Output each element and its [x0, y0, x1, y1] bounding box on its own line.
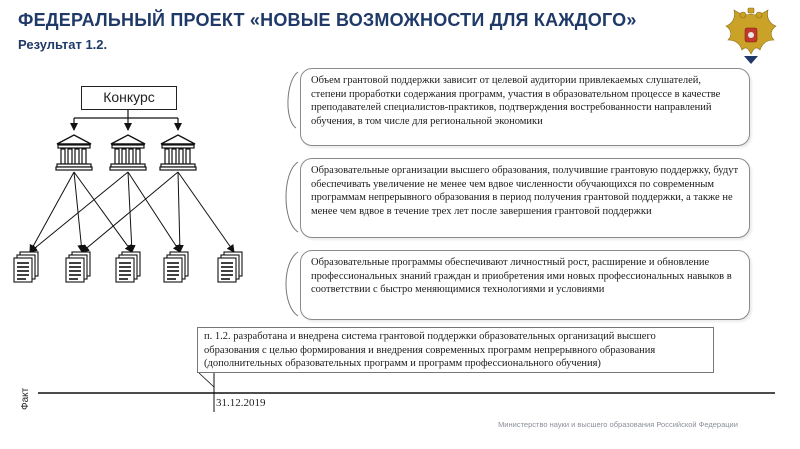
- page-title: ФЕДЕРАЛЬНЫЙ ПРОЕКТ «НОВЫЕ ВОЗМОЖНОСТИ ДЛЯ КАЖДОГО»: [18, 10, 637, 30]
- document-icon: [14, 252, 38, 282]
- page-subtitle: Результат 1.2.: [18, 37, 108, 52]
- info-box-text: Объем грантовой поддержки зависит от целевой аудитории привлекаемых слушателей, степени проработки содержания программ, участия в образовательном процессе в качестве преподавателей специалистов-практиков, подтверждения востребованности направлений обучения, в том числе для региональной экономики: [311, 75, 721, 127]
- info-box-text: Образовательные программы обеспечивают личностный рост, расширение и обновление профессиональных знаний граждан и приобретения ими новых профессиональных навыков в соответствии с быстро меняющимися технологиями и условиями: [311, 257, 732, 295]
- document-icon: [66, 252, 90, 282]
- info-box-grant-volume: [300, 68, 750, 146]
- institution-icon: [110, 135, 146, 170]
- document-icon: [116, 252, 140, 282]
- timeline-axis-label: Факт: [20, 387, 31, 410]
- result-box: п. 1.2. разработана и внедрена система грантовой поддержки образовательных организаций высшего образования с целью формирования и внедрения современных программ непрерывного образования (дополнительных образовательных программ и программ профессионального обучения): [197, 327, 714, 373]
- document-icon: [218, 252, 242, 282]
- institution-icon: [160, 135, 196, 170]
- institution-icon: [56, 135, 92, 170]
- document-icon: [164, 252, 188, 282]
- contest-connectors: [74, 110, 178, 130]
- box-connectors: [286, 72, 298, 316]
- contest-box: Конкурс: [81, 86, 177, 110]
- distribution-arrows: [30, 172, 234, 252]
- footer-ministry: Министерство науки и высшего образования Российской Федерации: [498, 420, 738, 429]
- info-box-text: Образовательные организации высшего образования, получившие грантовую поддержку, будут обеспечивать увеличение не менее чем вдвое численности обучающихся по современным программам непрерывного образования в период получения грантовой поддержки, а также не менее чем вдвое в течение трех лет после завершения грантовой поддержки: [311, 165, 739, 217]
- info-box-universities: [300, 158, 750, 238]
- info-box-programs: [300, 250, 750, 320]
- timeline: [38, 372, 775, 412]
- timeline-date: 31.12.2019: [216, 397, 266, 409]
